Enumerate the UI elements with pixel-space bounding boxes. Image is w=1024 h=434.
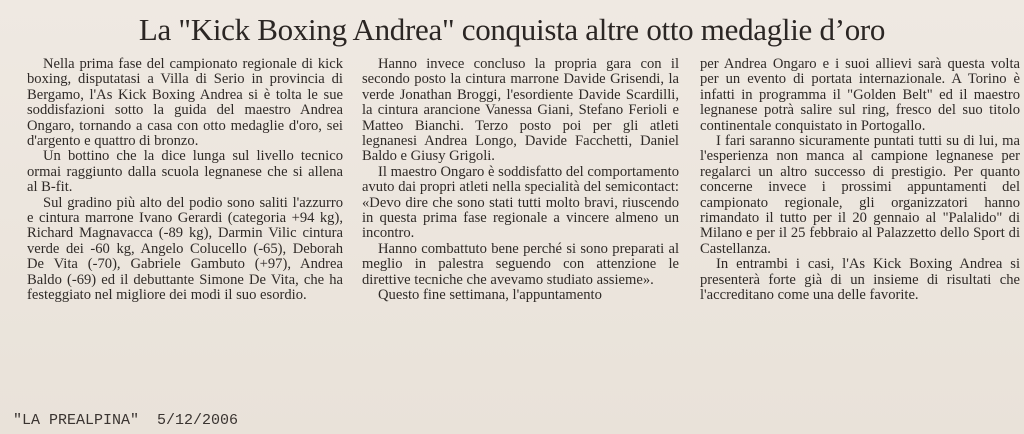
paragraph: Hanno invece concluso la propria gara con il secondo posto la cintura marrone Davide Grisendi, la verde Jonathan Broggi, l'esordiente Davide Scardilli, la cintura arancione Vanessa Giani, Stefano Ferioli e Matteo Bianchi. Terzo posto poi per gli atleti legnanesi Andrea Longo, Davide Facchetti, Daniel Baldo e Giusy Grigoli. (362, 56, 679, 165)
paragraph: Un bottino che la dice lunga sul livello tecnico ormai raggiunto dalla scuola legnanese che si allena al B-fit. (27, 148, 343, 196)
paragraph: Sul gradino più alto del podio sono saliti l'azzurro e cintura marrone Ivano Gerardi (categoria +94 kg), Richard Magnavacca (-89 kg), Darmin Vilic cintura verde dei -60 kg, Angelo Colucello (-65), Deborah De Vita (-70), Gabriele Gambuto (+97), Andrea Baldo (-69) ed il debuttante Simone De Vita, che ha festeggiato nel migliore dei modi il suo esordio. (27, 194, 343, 304)
source-caption (13, 412, 238, 430)
paragraph: Il maestro Ongaro è soddisfatto del comportamento avuto dai propri atleti nella specialità del semicontact: «Devo dire che sono stati tutti molto bravi, riuscendo in questa prima fase regionale a vincere almeno un incontro. (362, 163, 679, 242)
paragraph: In entrambi i casi, l'As Kick Boxing Andrea si presenterà forte già di un insieme di risultati che l'accreditano come una delle favorite. (700, 256, 1020, 304)
publication-date: 5/12/2006 (157, 412, 239, 429)
article-headline: La "Kick Boxing Andrea" conquista altre otto medaglie d’oro (138, 12, 886, 47)
article-column-2 (362, 57, 679, 304)
paragraph: I fari saranno sicuramente puntati tutti su di lui, ma l'esperienza non manca al campione legnanese per regalarci un altro successo di prestigio. Per quanto concerne invece i prossimi appuntamenti del campionato regionale, gli organizzatori hanno rimandato il tutto per il 20 gennaio al "Palalido" di Milano e per il 25 febbraio al Palazzetto dello Sport di Castellanza. (700, 133, 1020, 257)
article-column-1 (27, 57, 343, 304)
paragraph: Questo fine settimana, l'appuntamento (378, 287, 602, 304)
paragraph: Hanno combattuto bene perché si sono preparati al meglio in palestra seguendo con attenzione le direttive tecniche che avevamo studiato assieme». (362, 240, 679, 288)
article-column-3 (700, 57, 1020, 304)
paragraph: per Andrea Ongaro e i suoi allievi sarà questa volta per un evento di portata internazionale. A Torino è infatti in programma il "Golden Belt" ed il maestro legnanese potrà salire sul ring, fresco del suo titolo continentale conquistato in Portogallo. (700, 56, 1020, 134)
paragraph: Nella prima fase del campionato regionale di kick boxing, disputatasi a Villa di Serio in provincia di Bergamo, l'As Kick Boxing Andrea si è tolta le sue soddisfazioni sotto la guida del maestro Andrea Ongaro, tornando a casa con otto medaglie d'oro, sei d'argento e quattro di bronzo. (27, 56, 343, 150)
newspaper-name: "LA PREALPINA" (13, 412, 140, 429)
